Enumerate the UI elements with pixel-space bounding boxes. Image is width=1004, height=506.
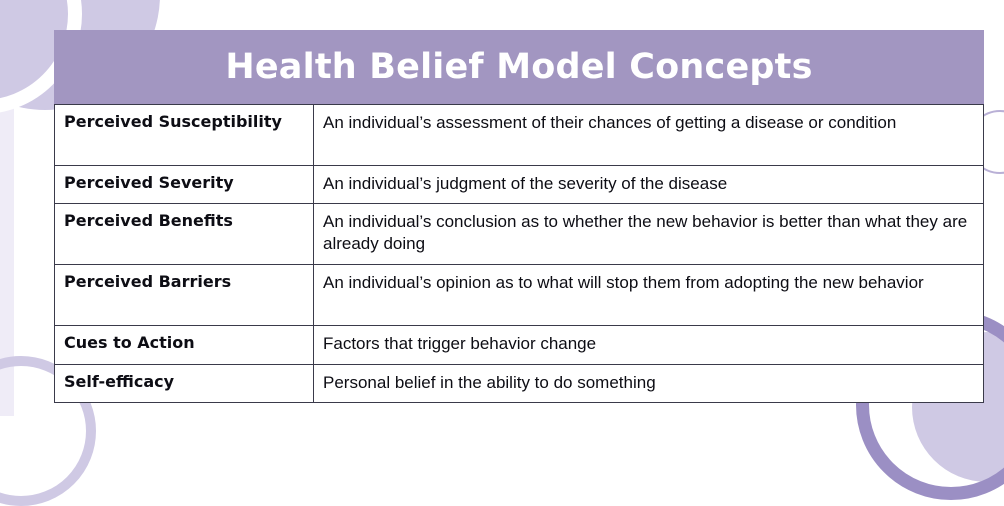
concept-term: Cues to Action — [55, 326, 314, 364]
concepts-table — [54, 104, 984, 403]
concept-term: Perceived Susceptibility — [55, 105, 314, 166]
slide-title-bar — [54, 30, 984, 104]
concept-description: An individual’s judgment of the severity of the disease — [314, 166, 984, 204]
concept-description: Personal belief in the ability to do something — [314, 364, 984, 402]
table-row — [55, 166, 984, 204]
concept-term: Self-efficacy — [55, 364, 314, 402]
concept-term: Perceived Severity — [55, 166, 314, 204]
concept-description: An individual’s conclusion as to whether the new behavior is better than what they are already doing — [314, 204, 984, 265]
concept-description: Factors that trigger behavior change — [314, 326, 984, 364]
table-row — [55, 204, 984, 265]
left-accent-band — [0, 0, 14, 416]
table-row — [55, 326, 984, 364]
concepts-table-container — [54, 104, 984, 403]
table-row — [55, 364, 984, 402]
concept-term: Perceived Barriers — [55, 265, 314, 326]
page-title: Health Belief Model Concepts — [225, 47, 813, 87]
concept-term: Perceived Benefits — [55, 204, 314, 265]
table-row — [55, 105, 984, 166]
concept-description: An individual’s opinion as to what will stop them from adopting the new behavior — [314, 265, 984, 326]
table-row — [55, 265, 984, 326]
concept-description: An individual’s assessment of their chances of getting a disease or condition — [314, 105, 984, 166]
